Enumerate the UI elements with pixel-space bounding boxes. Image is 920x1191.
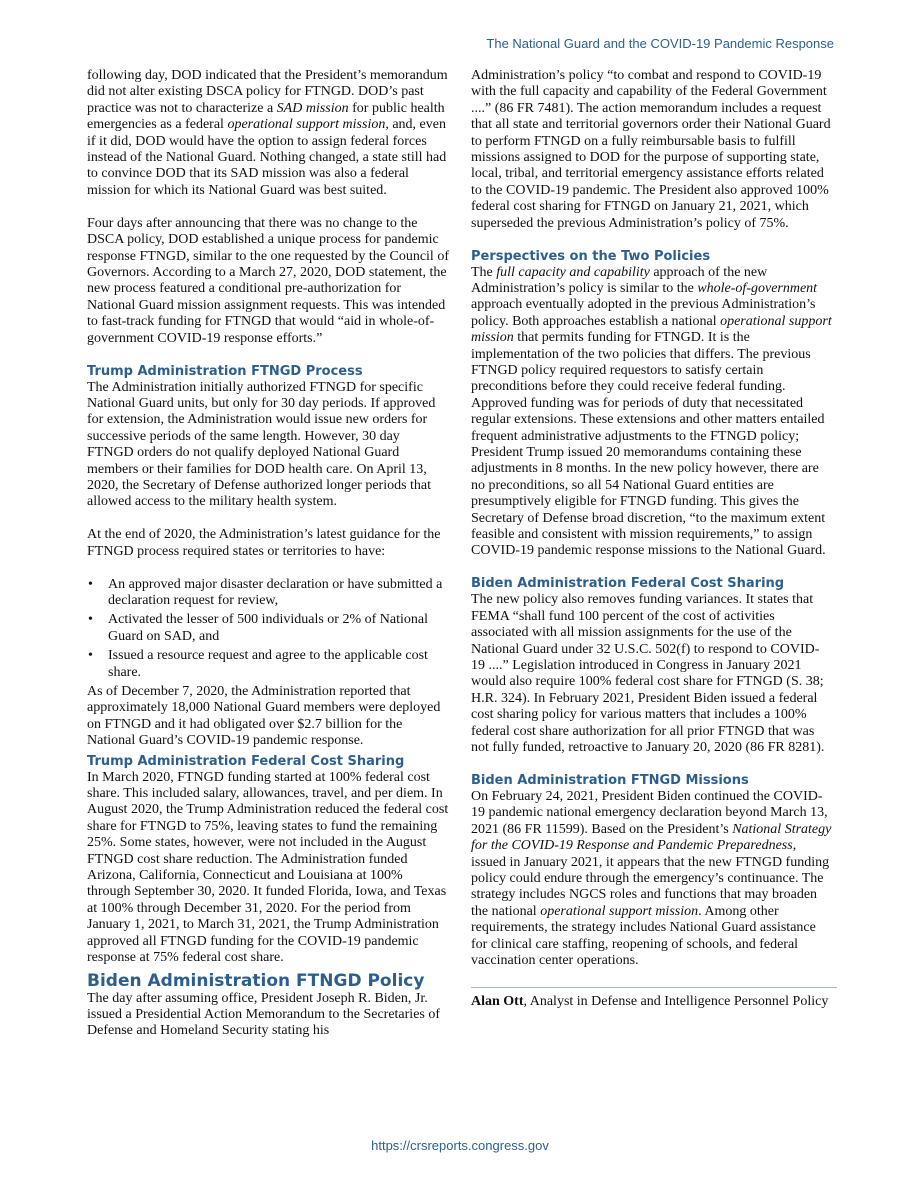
author-divider bbox=[471, 987, 837, 988]
running-header-title: The National Guard and the COVID-19 Pandemic Response bbox=[486, 36, 834, 51]
emphasis: operational support mission bbox=[471, 313, 832, 346]
paragraph: Four days after announcing that there was no change to the DSCA policy, DOD established a unique process for pandemic response FTNGD, similar to the one requested by the Council of Governors. According to a March 27, 2020, DOD statement, the new process featured a conditional pre-authorization for National Guard mission assignment requests. This was intended to fast-track funding for FTNGD that would “aid in whole-of-government COVID-19 response efforts.” bbox=[87, 215, 449, 346]
paragraph: The day after assuming office, President Joseph R. Biden, Jr. issued a Presidential Action Memorandum to the Secretaries of Defense and Homeland Security stating his bbox=[87, 990, 441, 1039]
left-column bbox=[87, 68, 449, 1056]
footer-url-link[interactable]: https://crsreports.congress.gov bbox=[371, 1138, 549, 1153]
section-heading-perspectives: Perspectives on the Two Policies bbox=[471, 248, 711, 264]
emphasis: operational support mission bbox=[540, 903, 699, 919]
paragraph: On February 24, 2021, President Biden continued the COVID-19 pandemic national emergency declaration beyond March 13, 2021 (86 FR 11599). Based on the President’s National Strategy for the COVID-19 Response and Pandemic Preparedness, issued in January 2021, it appears that the new FTNGD funding policy could endure through the emergency’s continuance. The strategy includes NGCS roles and functions that may broaden the national operational support mission. Among other requirements, the strategy includes National Guard assistance for clinical care staffing, reopening of schools, and federal vaccination center operations. bbox=[471, 788, 832, 968]
list-item: • Activated the lesser of 500 individuals or 2% of National Guard on SAD, and bbox=[87, 612, 449, 645]
paragraph: As of December 7, 2020, the Administration reported that approximately 18,000 National Guard members were deployed on FTNGD and it had obligated over $2.7 billion for the National Guard’s COVID-19 pandemic response. bbox=[87, 684, 441, 749]
paragraph: The Administration initially authorized FTNGD for specific National Guard units, but only for 30 day periods. If approved for extension, the Administration would issue new orders for successive periods of the same length. However, 30 day FTNGD orders do not qualify deployed National Guard members or their families for DOD health care. On April 13, 2020, the Secretary of Defense authorized longer periods that allowed access to the military health system. bbox=[87, 379, 436, 510]
requirements-list bbox=[87, 577, 449, 681]
paragraph: The full capacity and capability approach of the new Administration’s policy is similar to the whole-of-government approach eventually adopted in the previous Administration’s policy. Both approaches establish a national operational support mission that permits funding for FTNGD. It is the implementation of the two policies that differs. The previous FTNGD policy required requestors to satisfy certain preconditions before they could receive federal funding. Approved funding was for periods of duty that necessitated regular extensions. These extensions and other matters entailed frequent administrative adjustments to the FTNGD policy; President Trump issued 20 memorandums containing these adjustments in 8 months. In the new policy however, there are no preconditions, so all 54 National Guard entities are presumptively eligible for FTNGD funding. This gives the Secretary of Defense broad discretion, “to the maximum extent feasible and consistent with mission requirements,” to assign COVID-19 pandemic response missions to the National Guard. bbox=[471, 264, 832, 559]
emphasis: SAD mission bbox=[276, 100, 349, 116]
author-name: Alan Ott bbox=[471, 994, 524, 1010]
paragraph: In March 2020, FTNGD funding started at 100% federal cost share. This included salary, allowances, travel, and per diem. In August 2020, the Trump Administration reduced the federal cost share for FTNGD to 75%, leaving states to fund the remaining 25%. Some states, however, were not included in the August FTNGD cost share reduction. The Administration funded Arizona, California, Connecticut and Louisiana at 100% through September 30, 2020. It funded Florida, Iowa, and Texas at 100% through December 31, 2020. For the period from January 1, 2021, to March 31, 2021, the Trump Administration approved all FTNGD funding for the COVID-19 pandemic response at 75% federal cost share. bbox=[87, 769, 449, 966]
section-heading-biden-missions: Biden Administration FTNGD Missions bbox=[471, 772, 749, 788]
emphasis: full capacity and capability bbox=[496, 264, 650, 280]
section-heading-biden-cost-sharing: Biden Administration Federal Cost Sharing bbox=[471, 576, 785, 592]
paragraph: Administration’s policy “to combat and respond to COVID-19 with the full capacity and capability of the Federal Government ....” (86 FR 7481). The action memorandum includes a request that all state and territorial governors order their National Guard to perform FTNGD on a fully reimbursable basis to fulfill missions assigned to DOD for the purpose of supporting state, local, tribal, and territorial emergency assistance efforts related to the COVID-19 pandemic. The President also approved 100% federal cost sharing for FTNGD on January 21, 2021, which superseded the previous Administration’s policy of 75%. bbox=[471, 68, 831, 231]
list-item: • Issued a resource request and agree to the applicable cost share. bbox=[87, 648, 449, 681]
section-heading-trump-cost-sharing: Trump Administration Federal Cost Sharing bbox=[87, 753, 405, 769]
paragraph: following day, DOD indicated that the President’s memorandum did not alter existing DSCA policy for FTNGD. DOD’s past practice was not to characterize a SAD mission for public health emergencies as a federal operational support mission, and, even if it did, DOD would have the option to assign federal forces instead of the National Guard. Nothing changed, a state still had to convince DOD that its SAD mission was also a federal mission for which its National Guard was best suited. bbox=[87, 68, 448, 198]
author-credit: Alan Ott, Analyst in Defense and Intelligence Personnel Policy bbox=[471, 994, 829, 1010]
paragraph: At the end of 2020, the Administration’s latest guidance for the FTNGD process required states or territories to have: bbox=[87, 527, 441, 559]
list-item: • An approved major disaster declaration or have submitted a declaration request for review, bbox=[87, 577, 449, 610]
section-heading-biden-policy: Biden Administration FTNGD Policy bbox=[87, 970, 425, 991]
emphasis: whole-of-government bbox=[697, 280, 818, 296]
section-heading-trump-process: Trump Administration FTNGD Process bbox=[87, 363, 363, 379]
emphasis: National Strategy for the COVID-19 Response and Pandemic Preparedness bbox=[471, 821, 832, 854]
paragraph: The new policy also removes funding variances. It states that FEMA “shall fund 100 percent of the cost of activities associated with all mission assignments for the use of the National Guard under 32 U.S.C. 502(f) to respond to COVID-19 ....” Legislation introduced in Congress in January 2021 would also require 100% federal cost share for FTNGD (S. 38; H.R. 324). In February 2021, President Biden issued a federal cost sharing policy for various matters that includes a 100% federal cost share authorization for all prior FTNGD that was not fully funded, retroactive to January 20, 2020 (86 FR 8281). bbox=[471, 592, 825, 756]
emphasis: operational support mission bbox=[227, 117, 386, 133]
right-column bbox=[471, 68, 833, 1027]
